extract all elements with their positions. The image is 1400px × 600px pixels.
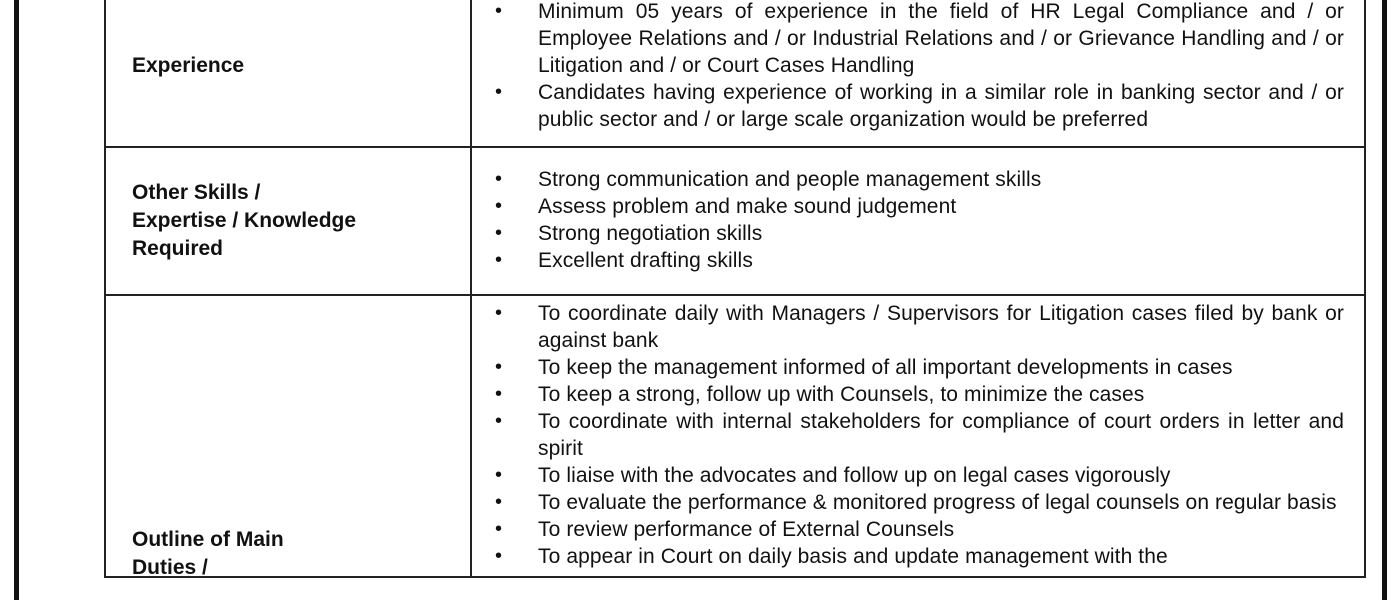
list-item (490, 79, 1344, 133)
bullet-icon: • (495, 464, 503, 486)
label-block (132, 526, 470, 582)
list-item-text: To review performance of External Counsels (538, 518, 955, 541)
bullet-icon: • (495, 356, 503, 378)
bullet-icon: • (495, 195, 503, 217)
list-item (490, 408, 1344, 462)
list-item-text: To keep a strong, follow up with Counsels, to minimize the cases (538, 383, 1145, 406)
list-item (490, 300, 1344, 354)
label-line: Experience (132, 54, 245, 77)
list-item-text: To keep the management informed of all important developments in cases (538, 356, 1233, 379)
row-label-experience (105, 0, 471, 147)
bullet-list (490, 300, 1344, 570)
list-item-text: Assess problem and make sound judgement (538, 195, 957, 218)
list-item-text: To coordinate daily with Managers / Supervisors for Litigation cases filed by bank or against bank (538, 302, 1344, 352)
list-item (490, 354, 1344, 381)
bullet-icon: • (495, 80, 503, 103)
list-item (490, 381, 1344, 408)
list-item (490, 247, 1344, 274)
list-item-text: Minimum 05 years of experience in the field of HR Legal Compliance and / or Employee Relations and / or Industrial Relations and / or Grievance Handling and / or Litigation and / or Court Cases Handling (538, 0, 1344, 77)
list-item-text: Candidates having experience of working in a similar role in banking sector and / or public sector and / or large scale organization would be preferred (538, 80, 1344, 131)
bullet-list (490, 166, 1344, 274)
bullet-icon: • (495, 518, 503, 540)
requirements-table (104, 0, 1366, 578)
label-line: Duties / (132, 556, 208, 579)
page-border-right (1382, 0, 1387, 600)
bullet-icon: • (495, 410, 503, 432)
label-line: Other Skills / (132, 181, 261, 204)
list-item (490, 0, 1344, 79)
bullet-icon: • (495, 222, 503, 244)
bullet-icon: • (495, 168, 503, 190)
label-line: Required (132, 237, 224, 260)
list-item (490, 543, 1344, 570)
row-label-main-duties (105, 295, 471, 577)
page-border-left (14, 0, 19, 600)
list-item-text: Strong communication and people management skills (538, 168, 1042, 191)
list-item (490, 166, 1344, 193)
bullet-icon: • (495, 0, 503, 22)
row-content-main-duties (471, 295, 1365, 577)
bullet-icon: • (495, 302, 503, 324)
label-line: Expertise / Knowledge (132, 209, 357, 232)
bullet-icon: • (495, 383, 503, 405)
list-item-text: To liaise with the advocates and follow up on legal cases vigorously (538, 464, 1171, 487)
list-item-text: To coordinate with internal stakeholders for compliance of court orders in letter and spirit (538, 410, 1344, 460)
list-item (490, 462, 1344, 489)
row-content-experience (471, 0, 1365, 147)
list-item (490, 516, 1344, 543)
bullet-icon: • (495, 491, 503, 513)
table-row-experience (105, 0, 1365, 147)
table-row-main-duties (105, 295, 1365, 577)
list-item-text: To evaluate the performance & monitored progress of legal counsels on regular basis (538, 491, 1337, 514)
label-line: Outline of Main (132, 528, 284, 551)
bullet-icon: • (495, 249, 503, 271)
row-content-other-skills (471, 147, 1365, 295)
list-item (490, 489, 1344, 516)
list-item-text: Excellent drafting skills (538, 249, 753, 272)
bullet-list (490, 0, 1344, 133)
list-item (490, 193, 1344, 220)
list-item (490, 220, 1344, 247)
table-row-other-skills (105, 147, 1365, 295)
row-label-other-skills (105, 147, 471, 295)
list-item-text: To appear in Court on daily basis and update management with the (538, 545, 1168, 568)
list-item-text: Strong negotiation skills (538, 222, 763, 245)
bullet-icon: • (495, 545, 503, 567)
